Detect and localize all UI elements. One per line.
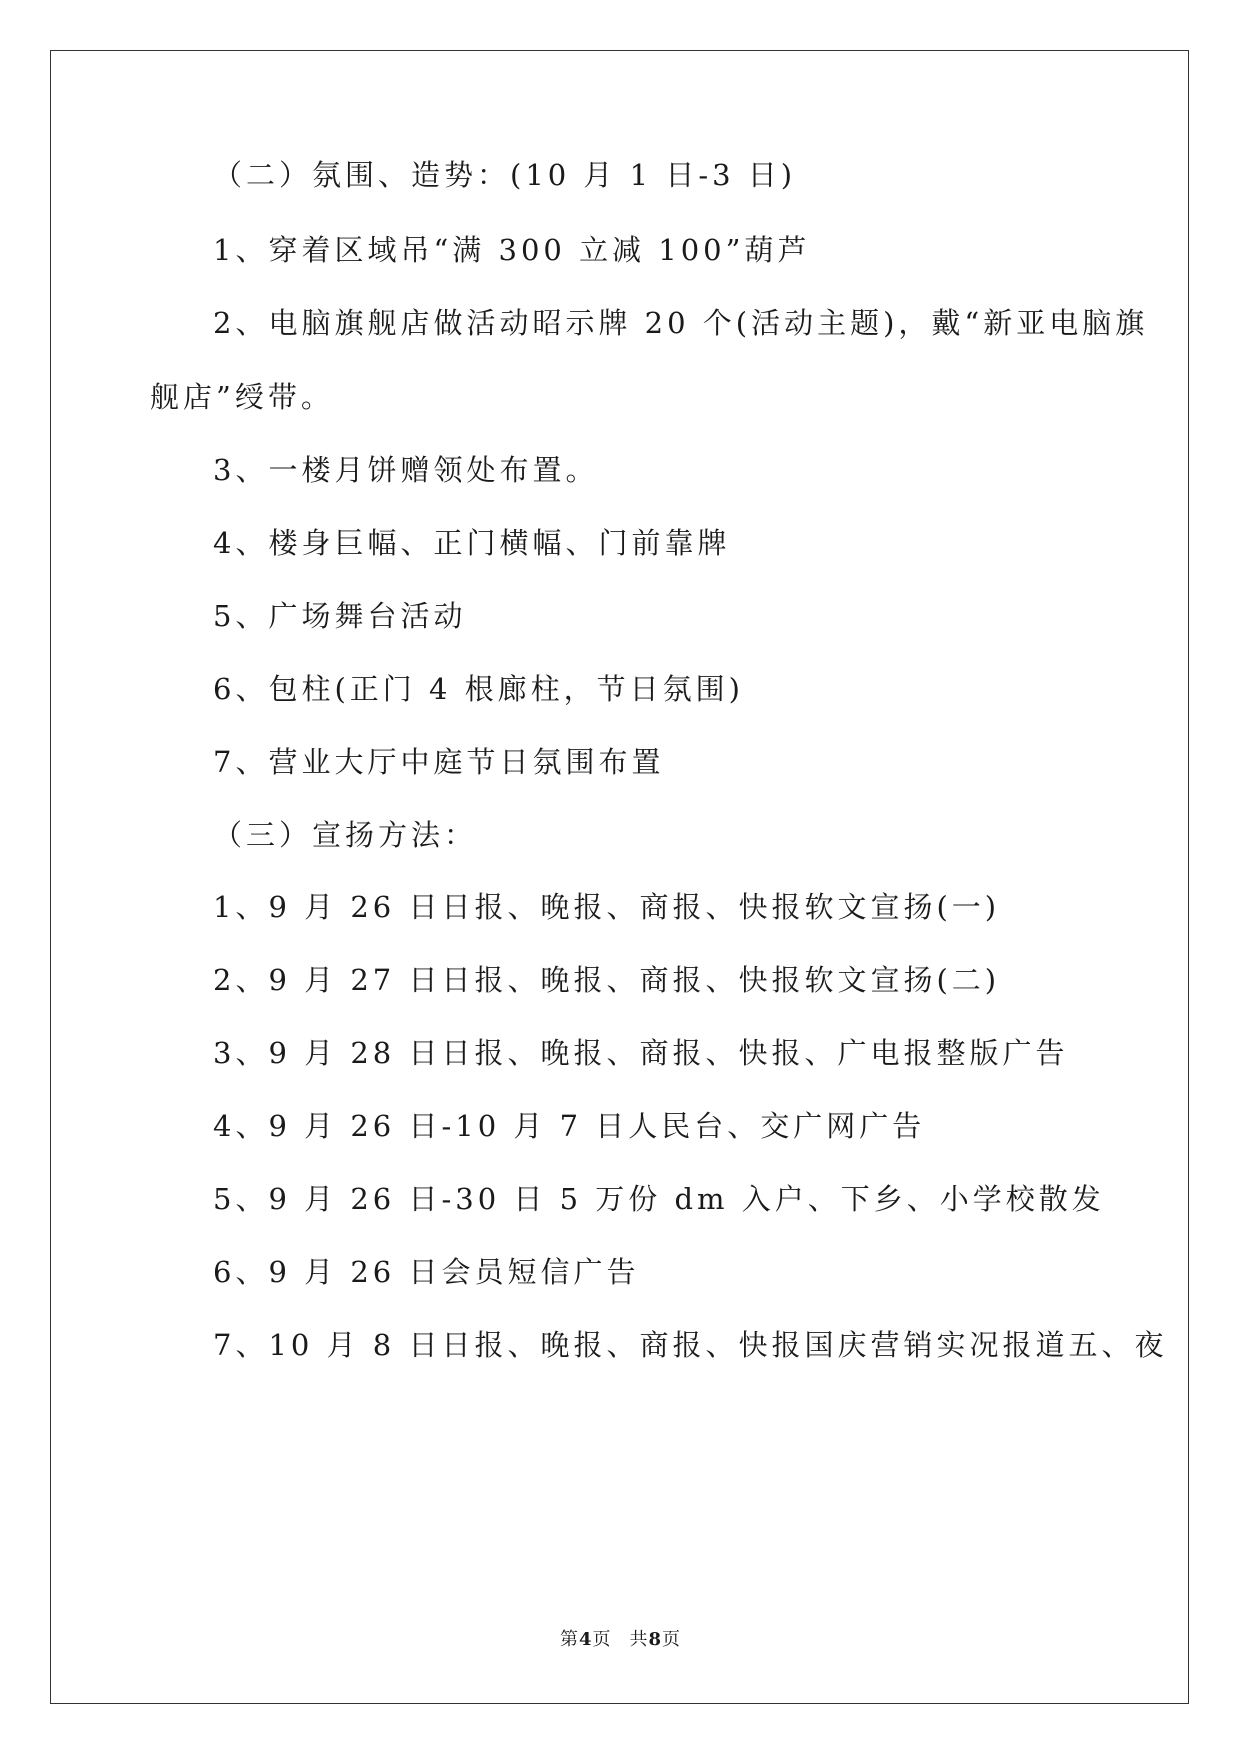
paragraph-item: 6、包柱(正门 4 根廊柱，节日氛围) <box>213 672 744 706</box>
paragraph-item: 7、营业大厅中庭节日氛围布置 <box>213 745 665 779</box>
section-heading-atmosphere: （二）氛围、造势：(10 月 1 日-3 日) <box>213 158 797 192</box>
total-suffix: 页 <box>662 1629 682 1650</box>
paragraph-item: 1、9 月 26 日日报、晚报、商报、快报软文宣扬(一) <box>213 890 1001 924</box>
paragraph-item: 4、楼身巨幅、正门横幅、门前靠牌 <box>213 526 731 560</box>
paragraph-item: 5、9 月 26 日-30 日 5 万份 dm 入户、下乡、小学校散发 <box>213 1182 1105 1216</box>
paragraph-item: 2、9 月 27 日日报、晚报、商报、快报软文宣扬(二) <box>213 963 1001 997</box>
page-suffix: 页 <box>592 1629 612 1650</box>
paragraph-item: 3、9 月 28 日日报、晚报、商报、快报、广电报整版广告 <box>213 1036 1069 1070</box>
paragraph-item: 1、穿着区域吊“满 300 立减 100”葫芦 <box>213 233 811 267</box>
paragraph-item: 5、广场舞台活动 <box>213 599 467 633</box>
page-prefix: 第 <box>559 1629 579 1650</box>
paragraph-continuation: 舰店”绶带。 <box>150 380 334 414</box>
page-footer <box>0 1628 1241 1652</box>
paragraph-item: 4、9 月 26 日-10 月 7 日人民台、交广网广告 <box>213 1109 926 1143</box>
paragraph-item: 7、10 月 8 日日报、晚报、商报、快报国庆营销实况报道五、夜 <box>213 1328 1168 1362</box>
total-pages-number: 8 <box>648 1629 663 1650</box>
paragraph-item: 2、电脑旗舰店做活动昭示牌 20 个(活动主题)，戴“新亚电脑旗 <box>213 306 1149 340</box>
page-border <box>50 50 1189 1704</box>
current-page-number: 4 <box>578 1629 593 1650</box>
paragraph-item: 6、9 月 26 日会员短信广告 <box>213 1255 640 1289</box>
total-prefix: 共 <box>629 1629 649 1650</box>
section-heading-promotion: （三）宣扬方法： <box>213 818 478 852</box>
paragraph-item: 3、一楼月饼赠领处布置。 <box>213 453 599 487</box>
